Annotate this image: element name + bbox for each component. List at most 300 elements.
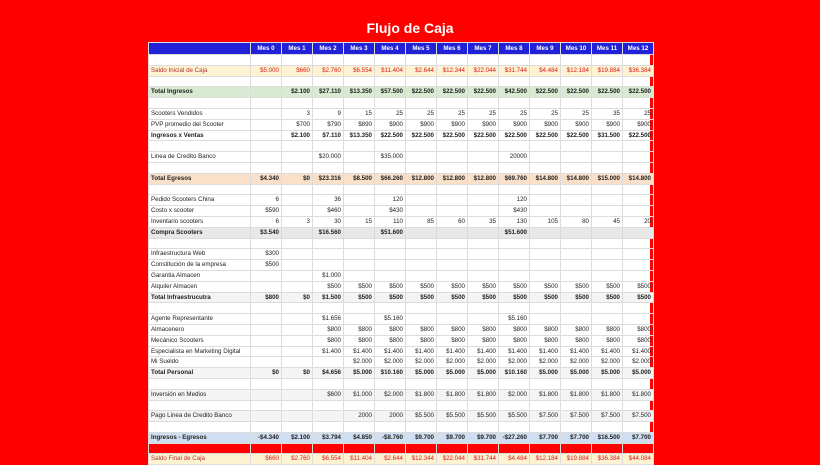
value-cell[interactable] <box>437 206 468 217</box>
value-cell[interactable] <box>499 76 530 87</box>
value-cell[interactable] <box>251 238 282 249</box>
value-cell[interactable]: $800 <box>344 324 375 335</box>
value-cell[interactable]: $430 <box>375 206 406 217</box>
value-cell[interactable] <box>499 162 530 173</box>
value-cell[interactable]: $1.800 <box>437 389 468 400</box>
value-cell[interactable] <box>344 238 375 249</box>
value-cell[interactable] <box>592 303 623 314</box>
value-cell[interactable]: $22.500 <box>468 87 499 98</box>
column-header[interactable] <box>149 43 251 55</box>
value-cell[interactable] <box>499 238 530 249</box>
value-cell[interactable] <box>437 314 468 325</box>
value-cell[interactable]: $22.500 <box>406 130 437 141</box>
value-cell[interactable] <box>499 184 530 195</box>
row-label-cell[interactable]: Pedido Scooters China <box>149 195 251 206</box>
value-cell[interactable]: $5.000 <box>406 368 437 379</box>
row-label-cell[interactable]: Saldo Final de Caja <box>149 454 251 465</box>
value-cell[interactable]: $1.800 <box>592 389 623 400</box>
value-cell[interactable]: 2000 <box>344 411 375 422</box>
value-cell[interactable]: $7.500 <box>623 411 654 422</box>
value-cell[interactable] <box>251 303 282 314</box>
value-cell[interactable]: $0 <box>282 292 313 303</box>
value-cell[interactable]: $5.500 <box>468 411 499 422</box>
value-cell[interactable]: $14.800 <box>530 173 561 184</box>
value-cell[interactable] <box>313 98 344 109</box>
value-cell[interactable]: $800 <box>468 335 499 346</box>
value-cell[interactable]: 25 <box>623 108 654 119</box>
value-cell[interactable] <box>530 260 561 271</box>
row-label-cell[interactable]: Infraestructura Web <box>149 249 251 260</box>
value-cell[interactable] <box>344 195 375 206</box>
value-cell[interactable]: $2.644 <box>375 454 406 465</box>
value-cell[interactable] <box>592 260 623 271</box>
value-cell[interactable] <box>437 76 468 87</box>
value-cell[interactable] <box>623 55 654 66</box>
value-cell[interactable]: $12.344 <box>406 454 437 465</box>
row-label-cell[interactable]: Garantia Almacen <box>149 270 251 281</box>
value-cell[interactable]: $1.800 <box>623 389 654 400</box>
value-cell[interactable] <box>282 400 313 411</box>
value-cell[interactable]: $42.500 <box>499 87 530 98</box>
value-cell[interactable] <box>282 389 313 400</box>
value-cell[interactable] <box>561 195 592 206</box>
row-label-cell[interactable] <box>149 184 251 195</box>
value-cell[interactable] <box>499 55 530 66</box>
value-cell[interactable]: $16.500 <box>592 432 623 443</box>
value-cell[interactable]: $800 <box>561 324 592 335</box>
value-cell[interactable] <box>623 249 654 260</box>
value-cell[interactable] <box>530 400 561 411</box>
value-cell[interactable] <box>282 411 313 422</box>
value-cell[interactable] <box>437 378 468 389</box>
value-cell[interactable] <box>251 422 282 433</box>
value-cell[interactable]: $2.000 <box>530 357 561 368</box>
value-cell[interactable]: $430 <box>499 206 530 217</box>
row-label-cell[interactable] <box>149 422 251 433</box>
value-cell[interactable]: 105 <box>530 216 561 227</box>
value-cell[interactable] <box>468 249 499 260</box>
value-cell[interactable] <box>468 152 499 163</box>
value-cell[interactable] <box>344 184 375 195</box>
value-cell[interactable] <box>592 55 623 66</box>
value-cell[interactable]: 3 <box>282 108 313 119</box>
value-cell[interactable] <box>561 76 592 87</box>
value-cell[interactable]: $2.000 <box>375 357 406 368</box>
value-cell[interactable] <box>468 76 499 87</box>
value-cell[interactable] <box>375 249 406 260</box>
row-label-cell[interactable]: Constitución de la empresa <box>149 260 251 271</box>
row-label-cell[interactable] <box>149 443 251 454</box>
value-cell[interactable] <box>468 227 499 238</box>
value-cell[interactable] <box>437 152 468 163</box>
value-cell[interactable]: $500 <box>375 292 406 303</box>
value-cell[interactable]: $800 <box>530 335 561 346</box>
row-label-cell[interactable]: Scooters Vendidos <box>149 108 251 119</box>
value-cell[interactable]: $5.500 <box>406 411 437 422</box>
value-cell[interactable]: 15 <box>344 216 375 227</box>
value-cell[interactable] <box>530 55 561 66</box>
column-header[interactable]: Mes 4 <box>375 43 406 55</box>
value-cell[interactable] <box>251 270 282 281</box>
value-cell[interactable]: $500 <box>499 281 530 292</box>
value-cell[interactable]: $790 <box>313 119 344 130</box>
value-cell[interactable] <box>282 378 313 389</box>
value-cell[interactable] <box>344 206 375 217</box>
column-header[interactable]: Mes 10 <box>561 43 592 55</box>
value-cell[interactable]: 20 <box>623 216 654 227</box>
value-cell[interactable] <box>592 422 623 433</box>
value-cell[interactable] <box>344 162 375 173</box>
value-cell[interactable] <box>530 162 561 173</box>
value-cell[interactable]: $2.100 <box>282 87 313 98</box>
value-cell[interactable]: $2.760 <box>313 65 344 76</box>
value-cell[interactable]: $500 <box>406 292 437 303</box>
value-cell[interactable] <box>561 238 592 249</box>
value-cell[interactable] <box>530 141 561 152</box>
value-cell[interactable]: $12.184 <box>530 454 561 465</box>
row-label-cell[interactable]: Ingresos x Ventas <box>149 130 251 141</box>
value-cell[interactable]: $2.000 <box>623 357 654 368</box>
value-cell[interactable]: $1.400 <box>375 346 406 357</box>
value-cell[interactable] <box>623 303 654 314</box>
row-label-cell[interactable] <box>149 378 251 389</box>
value-cell[interactable] <box>561 270 592 281</box>
value-cell[interactable] <box>561 260 592 271</box>
value-cell[interactable] <box>406 270 437 281</box>
value-cell[interactable] <box>344 400 375 411</box>
value-cell[interactable]: $4.340 <box>251 173 282 184</box>
value-cell[interactable]: $1.400 <box>313 346 344 357</box>
value-cell[interactable]: $800 <box>592 335 623 346</box>
value-cell[interactable]: $22.044 <box>468 65 499 76</box>
value-cell[interactable]: $1.400 <box>437 346 468 357</box>
value-cell[interactable]: $36.384 <box>623 65 654 76</box>
value-cell[interactable] <box>530 152 561 163</box>
value-cell[interactable]: $900 <box>592 119 623 130</box>
value-cell[interactable] <box>468 195 499 206</box>
value-cell[interactable] <box>344 303 375 314</box>
row-label-cell[interactable]: Total Infraestrucutra <box>149 292 251 303</box>
value-cell[interactable]: $10.160 <box>375 368 406 379</box>
row-label-cell[interactable] <box>149 98 251 109</box>
value-cell[interactable]: $22.500 <box>375 130 406 141</box>
value-cell[interactable] <box>623 206 654 217</box>
value-cell[interactable] <box>623 195 654 206</box>
row-label-cell[interactable]: Especialista en Marketing Digital <box>149 346 251 357</box>
value-cell[interactable]: 20000 <box>499 152 530 163</box>
value-cell[interactable] <box>561 184 592 195</box>
value-cell[interactable]: $9.700 <box>468 432 499 443</box>
value-cell[interactable] <box>282 195 313 206</box>
value-cell[interactable] <box>344 98 375 109</box>
row-label-cell[interactable]: Inversión en Medios <box>149 389 251 400</box>
value-cell[interactable] <box>282 314 313 325</box>
value-cell[interactable] <box>592 184 623 195</box>
value-cell[interactable]: $900 <box>561 119 592 130</box>
value-cell[interactable] <box>313 303 344 314</box>
value-cell[interactable]: $16.560 <box>313 227 344 238</box>
value-cell[interactable] <box>282 227 313 238</box>
value-cell[interactable]: 25 <box>406 108 437 119</box>
value-cell[interactable] <box>313 249 344 260</box>
value-cell[interactable] <box>251 76 282 87</box>
value-cell[interactable] <box>251 357 282 368</box>
value-cell[interactable] <box>530 227 561 238</box>
value-cell[interactable]: $1.800 <box>468 389 499 400</box>
value-cell[interactable] <box>251 152 282 163</box>
value-cell[interactable] <box>406 152 437 163</box>
value-cell[interactable] <box>468 314 499 325</box>
value-cell[interactable]: $800 <box>251 292 282 303</box>
value-cell[interactable]: $460 <box>313 206 344 217</box>
column-header[interactable]: Mes 8 <box>499 43 530 55</box>
value-cell[interactable] <box>499 249 530 260</box>
value-cell[interactable] <box>499 141 530 152</box>
column-header[interactable]: Mes 5 <box>406 43 437 55</box>
value-cell[interactable] <box>344 55 375 66</box>
value-cell[interactable]: 80 <box>561 216 592 227</box>
value-cell[interactable] <box>344 152 375 163</box>
value-cell[interactable] <box>468 378 499 389</box>
value-cell[interactable]: $69.760 <box>499 173 530 184</box>
value-cell[interactable] <box>437 270 468 281</box>
value-cell[interactable] <box>344 260 375 271</box>
value-cell[interactable] <box>561 303 592 314</box>
value-cell[interactable] <box>437 249 468 260</box>
row-label-cell[interactable] <box>149 303 251 314</box>
value-cell[interactable] <box>282 184 313 195</box>
value-cell[interactable]: $22.044 <box>437 454 468 465</box>
value-cell[interactable] <box>499 378 530 389</box>
value-cell[interactable]: $2.000 <box>499 389 530 400</box>
value-cell[interactable] <box>592 195 623 206</box>
value-cell[interactable]: $12.800 <box>437 173 468 184</box>
value-cell[interactable]: 45 <box>592 216 623 227</box>
value-cell[interactable]: $1.400 <box>344 346 375 357</box>
value-cell[interactable] <box>313 422 344 433</box>
value-cell[interactable] <box>406 227 437 238</box>
value-cell[interactable] <box>282 162 313 173</box>
value-cell[interactable] <box>561 443 592 454</box>
value-cell[interactable]: $2.100 <box>282 432 313 443</box>
value-cell[interactable] <box>561 152 592 163</box>
value-cell[interactable] <box>499 422 530 433</box>
value-cell[interactable]: $1.400 <box>468 346 499 357</box>
value-cell[interactable] <box>530 238 561 249</box>
value-cell[interactable] <box>282 346 313 357</box>
value-cell[interactable]: $800 <box>375 324 406 335</box>
value-cell[interactable] <box>282 357 313 368</box>
value-cell[interactable]: $5.000 <box>437 368 468 379</box>
value-cell[interactable] <box>282 76 313 87</box>
value-cell[interactable]: $1.500 <box>313 292 344 303</box>
value-cell[interactable]: $300 <box>251 249 282 260</box>
value-cell[interactable] <box>251 314 282 325</box>
value-cell[interactable]: $800 <box>375 335 406 346</box>
value-cell[interactable]: $1.400 <box>530 346 561 357</box>
value-cell[interactable] <box>251 141 282 152</box>
value-cell[interactable] <box>375 162 406 173</box>
value-cell[interactable] <box>251 281 282 292</box>
value-cell[interactable]: $1.400 <box>592 346 623 357</box>
value-cell[interactable]: $5.500 <box>437 411 468 422</box>
value-cell[interactable] <box>375 270 406 281</box>
value-cell[interactable]: $500 <box>592 292 623 303</box>
value-cell[interactable]: $500 <box>375 281 406 292</box>
value-cell[interactable]: $5.000 <box>530 368 561 379</box>
value-cell[interactable] <box>375 422 406 433</box>
value-cell[interactable]: $11.404 <box>344 454 375 465</box>
value-cell[interactable] <box>375 184 406 195</box>
value-cell[interactable] <box>468 400 499 411</box>
value-cell[interactable] <box>375 76 406 87</box>
value-cell[interactable]: $22.500 <box>623 87 654 98</box>
value-cell[interactable]: $9.700 <box>437 432 468 443</box>
value-cell[interactable]: $500 <box>344 292 375 303</box>
value-cell[interactable] <box>375 260 406 271</box>
row-label-cell[interactable]: Mi Sueldo <box>149 357 251 368</box>
value-cell[interactable]: $800 <box>592 324 623 335</box>
value-cell[interactable] <box>313 55 344 66</box>
value-cell[interactable] <box>561 249 592 260</box>
value-cell[interactable] <box>251 324 282 335</box>
value-cell[interactable] <box>251 443 282 454</box>
value-cell[interactable]: $900 <box>375 119 406 130</box>
column-header[interactable]: Mes 6 <box>437 43 468 55</box>
value-cell[interactable]: $500 <box>313 281 344 292</box>
value-cell[interactable]: $22.500 <box>406 87 437 98</box>
value-cell[interactable]: $7.500 <box>561 411 592 422</box>
value-cell[interactable]: $2.100 <box>282 130 313 141</box>
value-cell[interactable] <box>375 400 406 411</box>
value-cell[interactable]: $1.000 <box>344 389 375 400</box>
value-cell[interactable]: $500 <box>437 292 468 303</box>
value-cell[interactable] <box>251 87 282 98</box>
value-cell[interactable]: 6 <box>251 216 282 227</box>
row-label-cell[interactable] <box>149 162 251 173</box>
value-cell[interactable] <box>406 303 437 314</box>
value-cell[interactable] <box>499 443 530 454</box>
value-cell[interactable] <box>375 238 406 249</box>
value-cell[interactable]: $800 <box>344 335 375 346</box>
value-cell[interactable]: $500 <box>623 292 654 303</box>
value-cell[interactable] <box>313 141 344 152</box>
value-cell[interactable]: $57.500 <box>375 87 406 98</box>
value-cell[interactable]: $12.800 <box>406 173 437 184</box>
value-cell[interactable] <box>375 303 406 314</box>
value-cell[interactable] <box>406 400 437 411</box>
value-cell[interactable]: 15 <box>344 108 375 119</box>
value-cell[interactable]: 3 <box>282 216 313 227</box>
value-cell[interactable]: $500 <box>437 281 468 292</box>
value-cell[interactable]: $13.350 <box>344 130 375 141</box>
value-cell[interactable] <box>251 411 282 422</box>
value-cell[interactable]: 6 <box>251 195 282 206</box>
value-cell[interactable]: $900 <box>406 119 437 130</box>
value-cell[interactable] <box>592 238 623 249</box>
value-cell[interactable]: $1.400 <box>561 346 592 357</box>
value-cell[interactable] <box>313 443 344 454</box>
value-cell[interactable] <box>468 270 499 281</box>
value-cell[interactable]: $6.554 <box>344 65 375 76</box>
value-cell[interactable]: $10.160 <box>499 368 530 379</box>
value-cell[interactable] <box>499 400 530 411</box>
value-cell[interactable] <box>592 206 623 217</box>
value-cell[interactable] <box>499 270 530 281</box>
value-cell[interactable]: $7.700 <box>561 432 592 443</box>
value-cell[interactable] <box>282 141 313 152</box>
row-label-cell[interactable]: PVP promedio del Scooter <box>149 119 251 130</box>
column-header[interactable]: Mes 9 <box>530 43 561 55</box>
value-cell[interactable] <box>251 162 282 173</box>
value-cell[interactable] <box>592 314 623 325</box>
value-cell[interactable]: $35.000 <box>375 152 406 163</box>
value-cell[interactable] <box>468 184 499 195</box>
value-cell[interactable] <box>344 443 375 454</box>
value-cell[interactable]: $31.744 <box>499 65 530 76</box>
value-cell[interactable]: $660 <box>282 65 313 76</box>
value-cell[interactable]: $12.344 <box>437 65 468 76</box>
row-label-cell[interactable] <box>149 400 251 411</box>
value-cell[interactable] <box>530 443 561 454</box>
value-cell[interactable] <box>251 98 282 109</box>
value-cell[interactable]: $11.404 <box>375 65 406 76</box>
value-cell[interactable]: $7.110 <box>313 130 344 141</box>
value-cell[interactable] <box>406 55 437 66</box>
value-cell[interactable] <box>592 378 623 389</box>
value-cell[interactable] <box>282 281 313 292</box>
value-cell[interactable] <box>251 130 282 141</box>
value-cell[interactable] <box>251 119 282 130</box>
value-cell[interactable]: $800 <box>499 324 530 335</box>
value-cell[interactable] <box>344 270 375 281</box>
row-label-cell[interactable]: Saldo Inicial de Caja <box>149 65 251 76</box>
row-label-cell[interactable]: Ingresos - Egresos <box>149 432 251 443</box>
value-cell[interactable] <box>282 55 313 66</box>
value-cell[interactable]: $4.656 <box>313 368 344 379</box>
value-cell[interactable]: $19.884 <box>561 454 592 465</box>
value-cell[interactable]: $800 <box>437 335 468 346</box>
value-cell[interactable]: 35 <box>592 108 623 119</box>
value-cell[interactable]: $900 <box>623 119 654 130</box>
value-cell[interactable] <box>251 400 282 411</box>
value-cell[interactable] <box>530 314 561 325</box>
value-cell[interactable]: $13.350 <box>344 87 375 98</box>
value-cell[interactable] <box>406 141 437 152</box>
value-cell[interactable] <box>375 378 406 389</box>
value-cell[interactable]: $890 <box>344 119 375 130</box>
value-cell[interactable] <box>468 303 499 314</box>
value-cell[interactable]: $0 <box>282 173 313 184</box>
value-cell[interactable] <box>282 443 313 454</box>
value-cell[interactable] <box>406 238 437 249</box>
value-cell[interactable] <box>344 422 375 433</box>
value-cell[interactable]: $1.400 <box>623 346 654 357</box>
value-cell[interactable]: $4.484 <box>499 454 530 465</box>
value-cell[interactable]: 9 <box>313 108 344 119</box>
row-label-cell[interactable] <box>149 55 251 66</box>
column-header[interactable]: Mes 0 <box>251 43 282 55</box>
value-cell[interactable] <box>623 152 654 163</box>
value-cell[interactable]: $2.000 <box>406 357 437 368</box>
value-cell[interactable]: $5.000 <box>468 368 499 379</box>
value-cell[interactable]: $500 <box>406 281 437 292</box>
row-label-cell[interactable]: Agente Representante <box>149 314 251 325</box>
column-header[interactable]: Mes 11 <box>592 43 623 55</box>
row-label-cell[interactable]: Costo x scooter <box>149 206 251 217</box>
value-cell[interactable] <box>251 184 282 195</box>
value-cell[interactable]: $22.500 <box>561 87 592 98</box>
